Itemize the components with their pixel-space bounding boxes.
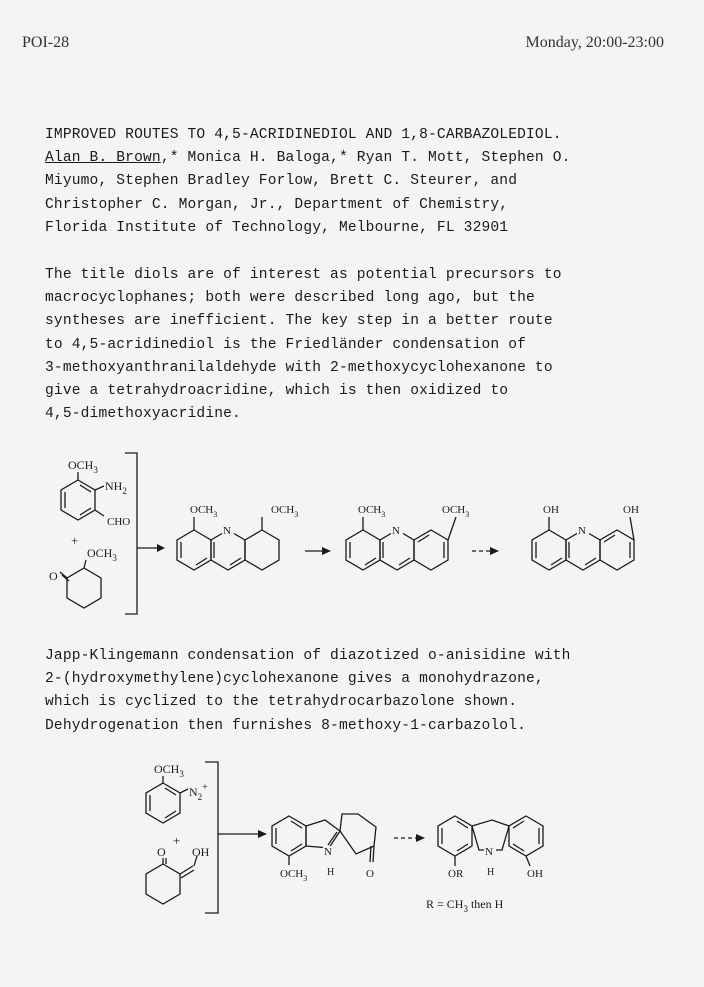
carbazolediol-structure	[438, 816, 543, 880]
reactant-bracket	[125, 453, 137, 614]
svg-text:OCH3: $OCH_3$	[87, 546, 117, 563]
svg-text:CHO: CHO	[107, 516, 131, 528]
plus-sign: +	[71, 533, 79, 548]
svg-text:OCH3: $OCH_3$	[280, 868, 308, 883]
svg-text:O: O	[49, 569, 58, 583]
svg-text:OCH3: $OCH_3$	[154, 762, 184, 779]
svg-text:OH: OH	[623, 504, 639, 516]
authors-line-1: ,* Monica H. Baloga,* Ryan T. Mott, Stephen O.	[160, 150, 571, 167]
svg-text:OH: OH	[527, 868, 543, 880]
tetrahydroacridine-structure	[177, 504, 298, 570]
svg-text:O: O	[366, 868, 374, 880]
scheme-carbazolediol	[146, 762, 543, 914]
diazonium-structure	[146, 762, 208, 823]
scheme-acridinediol	[49, 453, 639, 614]
text-line: which is cyclized to the tetrahydrocarbazolone shown.	[45, 694, 518, 711]
svg-text:OCH3: $OCH_3$	[68, 458, 98, 475]
hydroxymethylenecyclohexanone-structure	[146, 845, 210, 904]
text-line: syntheses are inefficient. The key step in a better route	[45, 313, 553, 330]
svg-text:OCH3: $OCH_3$	[190, 504, 218, 519]
svg-text:N: N	[578, 525, 586, 537]
text-line: The title diols are of interest as potential precursors to	[45, 267, 562, 283]
affiliation-line: Florida Institute of Technology, Melbourne, FL 32901	[45, 219, 509, 236]
r-group-note: $R = CH_3$ then H	[426, 897, 504, 914]
text-line: to 4,5-acridinediol is the Friedländer condensation of	[45, 336, 527, 353]
dimethoxyacridine-structure	[346, 504, 469, 570]
svg-text:NH2: $NH_2$	[105, 479, 127, 496]
text-line: 3-methoxyanthranilaldehyde with 2-methoxycyclohexanone to	[45, 359, 553, 376]
svg-text:OR: OR	[448, 868, 464, 880]
svg-text:H: H	[327, 867, 335, 878]
svg-text:N: N	[392, 525, 400, 537]
authors-line-2: Miyumo, Stephen Bradley Forlow, Brett C. Steurer, and	[45, 173, 518, 190]
svg-text:OH: OH	[192, 845, 210, 859]
svg-text:OCH3: $OCH_3$	[271, 504, 299, 519]
plus-sign: +	[173, 833, 181, 848]
text-line: macrocyclophanes; both were described long ago, but the	[45, 290, 535, 307]
svg-text:N2+: $N_2^+$	[189, 782, 208, 802]
text-line: Dehydrogenation then furnishes 8-methoxy-1-carbazolol.	[45, 717, 527, 734]
authors-line-3: Christopher C. Morgan, Jr., Department of Chemistry,	[45, 196, 509, 213]
presenting-author: Alan B. Brown	[45, 150, 161, 167]
svg-text:O: O	[157, 845, 166, 859]
svg-text:N: N	[485, 846, 493, 858]
svg-text:N: N	[223, 525, 231, 537]
svg-text:OCH3: $OCH_3$	[442, 504, 470, 519]
svg-text:OCH3: $OCH_3$	[358, 504, 386, 519]
svg-text:H: H	[487, 867, 495, 878]
poster-code: POI-28	[22, 34, 70, 51]
session-time: Monday, 20:00-23:00	[525, 34, 664, 51]
methoxycyclohexanone-structure	[49, 546, 117, 608]
text-line: 4,5-dimethoxyacridine.	[45, 406, 241, 423]
svg-text:OH: OH	[543, 504, 559, 516]
acridinediol-structure	[532, 504, 639, 570]
text-line: give a tetrahydroacridine, which is then oxidized to	[45, 383, 509, 400]
anthranilaldehyde-structure	[61, 458, 130, 528]
svg-text:N: N	[324, 846, 332, 858]
abstract-title: IMPROVED ROUTES TO 4,5-ACRIDINEDIOL AND 1,8-CARBAZOLEDIOL.	[45, 127, 562, 143]
text-line: 2-(hydroxymethylene)cyclohexanone gives a monohydrazone,	[45, 671, 544, 688]
text-line: Japp-Klingemann condensation of diazotized o-anisidine with	[45, 648, 571, 664]
tetrahydrocarbazolone-structure	[272, 814, 376, 883]
